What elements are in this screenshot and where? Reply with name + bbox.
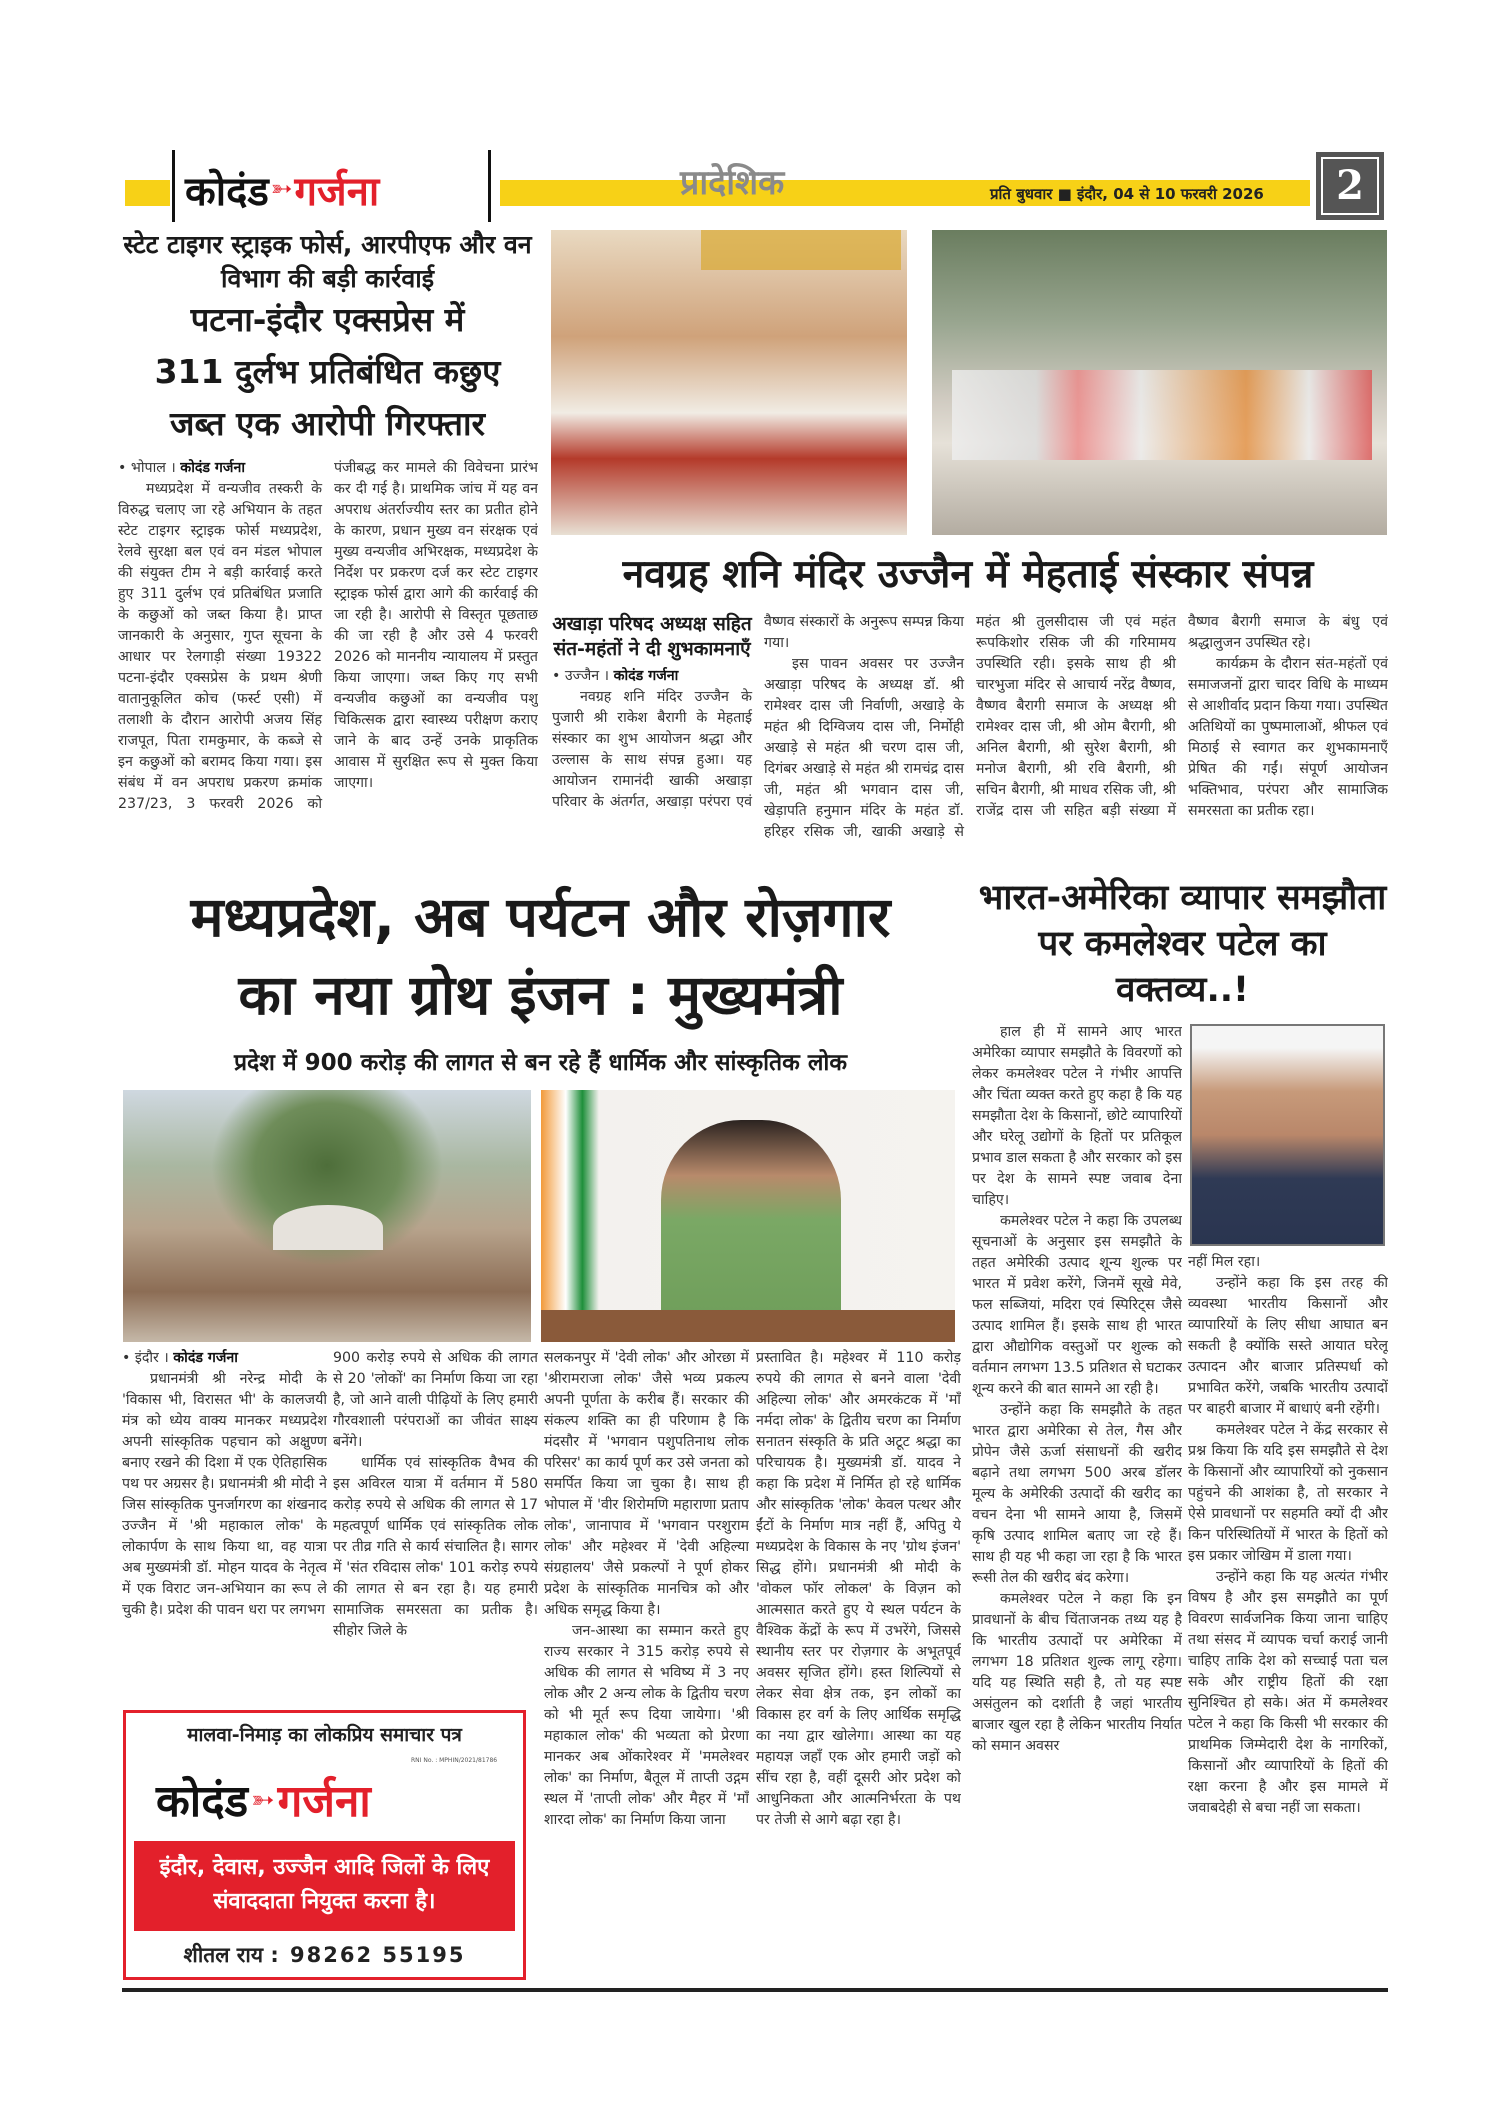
bow-arrow-icon: ➳: [270, 174, 293, 204]
article-paragraph: नवग्रह शनि मंदिर उज्जैन के पुजारी श्री राकेश बैरागी के मेहताई संस्कार का शुभ आयोजन श्रद्धा और उल्लास के साथ संपन्न हुआ। यह आयोजन रामानंदी खाकी अखाड़ा परिवार के अंतर्गत, अखाड़ा परंपरा एवं वैष्णव संस्कारों के अनुरूप सम्पन्न किया गया।: [552, 614, 964, 810]
photo-chief-minister: [541, 1090, 955, 1342]
article-paragraph: नहीं मिल रहा।: [1188, 1254, 1261, 1270]
divider: [172, 150, 175, 222]
main-col-1: [122, 1348, 327, 1706]
trade-col-2: [1188, 1252, 1388, 1984]
page-number-box: [1316, 152, 1384, 220]
ad-logo: [156, 1768, 496, 1830]
article-paragraph: उन्होंने कहा कि समझौते के तहत भारत द्वारा अमेरिका से तेल, गैस और प्रोपेन जैसे ऊर्जा संसाधनों की खरीद बढ़ाने तथा लगभग 500 अरब डॉलर मूल्य के अमेरिकी उत्पादों की खरीद का वचन देना भी सामने आया है, जिसमें कृषि उत्पाद शामिल बताए जा रहे हैं। साथ ही यह भी कहा जा रहा है कि भारत रूसी तेल की खरीद बंद करेगा।: [972, 1402, 1182, 1586]
article-paragraph: धार्मिक एवं सांस्कृतिक वैभव की इस अविरल यात्रा में वर्तमान में 580 करोड़ रुपये से अधिक की लागत से 17 महत्वपूर्ण धार्मिक एवं सांस्कृतिक लोक पर तीव्र गति से कार्य संचालित है। सागर में 'संत रविदास लोक' 101 करोड़ रुपये की लागत से बन रहा है। यह हमारी सामाजिक समरसता का प्रतीक है। सीहोर जिले के: [333, 1455, 538, 1639]
page-number: 2: [1321, 157, 1379, 215]
article-paragraph: 900 करोड़ रुपये से अधिक की लागत से 20 'लोकों' का निर्माण किया जा रहा है, जो आने वाली पीढ़ियों के लिए हमारी गौरवशाली परंपराओं का जीवंत साक्ष्य बनेंगे।: [333, 1350, 538, 1450]
trade-col-1: [972, 1022, 1182, 1984]
main-col-4: [756, 1348, 961, 1980]
divider: [488, 150, 491, 222]
masthead-logo[interactable]: [185, 160, 485, 218]
dome-in-rendering: [273, 1205, 383, 1250]
ad-contact: [126, 1941, 523, 1969]
photo-ceremony-garland: [551, 230, 907, 535]
article-paragraph: कार्यक्रम के दौरान संत-महंतों एवं समाजजनों द्वारा चादर विधि के माध्यम से आशीर्वाद प्रदान किया गया। उपस्थित अतिथियों का पुष्पमालाओं, श्रीफल एवं मिठाई से स्वागत कर शुभकामनाएँ प्रेषित की गईं। संपूर्ण आयोजन भक्तिभाव, परंपरा और सामाजिक समरसता का प्रतीक रहा।: [1188, 656, 1388, 819]
main-col-3: [544, 1348, 749, 1980]
masthead: [0, 0, 1500, 225]
main-col-2: [333, 1348, 538, 1706]
contact-phone[interactable]: : 98262 55195: [270, 1943, 466, 1967]
logo-text-red: गर्जना: [277, 1776, 371, 1827]
section-title: प्रादेशिक: [680, 163, 785, 203]
trade-headline: भारत-अमेरिका व्यापार समझौता पर कमलेश्वर पटेल का वक्तव्य..!: [978, 878, 1387, 1010]
dateline: • उज्जैन । कोदंड गर्जना: [552, 668, 679, 684]
bottom-rule: [122, 1988, 1388, 1992]
article-paragraph: प्रधानमंत्री श्री नरेन्द्र मोदी के 'विकास भी, विरासत भी' के कालजयी मंत्र को ध्येय वाक्य मानकर मध्यप्रदेश अपनी सांस्कृतिक पहचान को अक्षुण्ण बनाए रखने की दिशा में एक ऐतिहासिक पथ पर अग्रसर है। प्रधानमंत्री श्री मोदी ने जिस सांस्कृतिक पुनर्जागरण का शंखनाद उज्जैन में 'श्री महाकाल लोक' के लोकार्पण के साथ किया था, वह यात्रा अब मुख्यमंत्री डॉ. मोहन यादव के नेतृत्व में एक विराट जन-अभियान का रूप ले चुकी है। प्रदेश की पावन धरा पर लगभग: [122, 1371, 327, 1618]
article-paragraph: कमलेश्वर पटेल ने कहा कि उपलब्ध सूचनाओं के अनुसार इस समझौते के तहत अमेरिकी उत्पाद शून्य शुल्क पर भारत में प्रवेश करेंगे, जिनमें सूखे मेवे, फल सब्जियां, मदिरा एवं स्पिरिट्स जैसे उत्पाद शामिल हैं। इसके साथ ही भारत द्वारा औद्योगिक वस्तुओं पर शुल्क को वर्तमान लगभग 13.5 प्रतिशत से घटाकर शून्य करने की बात सामने आ रही है।: [972, 1213, 1182, 1397]
article-paragraph: सलकनपुर में 'देवी लोक' और ओरछा में 'श्रीरामराजा लोक' जैसे भव्य प्रकल्प अपनी पूर्णता के करीब हैं। सरकार की संकल्प शक्ति का ही परिणाम है कि मंदसौर में 'भगवान पशुपतिनाथ लोक परिसर' का कार्य पूर्ण कर उसे जनता को समर्पित किया जा चुका है। साथ ही भोपाल में 'वीर शिरोमणि महाराणा प्रताप लोक', जानापाव में 'भगवान परशुराम लोक' और महेश्वर में 'देवी अहिल्या संग्रहालय' जैसे प्रकल्पों ने पूर्ण होकर प्रदेश के सांस्कृतिक मानचित्र को और अधिक समृद्ध किया है।: [544, 1350, 749, 1618]
tiger-headline-2: 311 दुर्लभ प्रतिबंधित कछुए: [154, 352, 501, 391]
ad-rni: RNI No. : MPHIN/2021/81786: [411, 1757, 498, 1764]
main-subhead: प्रदेश में 900 करोड़ की लागत से बन रहे हैं धार्मिक और सांस्कृतिक लोक: [233, 1050, 848, 1076]
issue-info: प्रति बुधवार ■ इंदौर, 04 से 10 फरवरी 2026: [990, 185, 1264, 203]
photo-procession: [932, 230, 1387, 535]
photo-kamleshwar-patel: [1190, 1024, 1385, 1246]
tiger-headline-3: जब्त एक आरोपी गिरफ्तार: [170, 404, 485, 443]
article-paragraph: कमलेश्वर पटेल ने केंद्र सरकार से प्रश्न किया कि यदि इस समझौते से देश के किसानों और व्यापारियों को नुकसान पहुंचने की आशंका है, तो सरकार ने ऐसे प्रावधानों पर सहमति क्यों दी और किन परिस्थितियों में भारत के हितों को इस प्रकार जोखिम में डाला गया।: [1188, 1422, 1388, 1564]
article-paragraph: प्रस्तावित है। महेश्वर में 110 करोड़ रुपये की लागत से बनने वाला 'देवी अहिल्या लोक' और अमरकंटक में 'माँ नर्मदा लोक' के द्वितीय चरण का निर्माण सनातन संस्कृति के प्रति अटूट श्रद्धा का परिचायक है। मुख्यमंत्री डॉ. यादव ने कहा कि प्रदेश में निर्मित हो रहे धार्मिक और सांस्कृतिक 'लोक' केवल पत्थर और ईंटों के निर्माण मात्र नहीं हैं, अपितु ये मध्यप्रदेश के विकास के नए 'ग्रोथ इंजन' सिद्ध होंगे। प्रधानमंत्री श्री मोदी के 'वोकल फॉर लोकल' के विज़न को आत्मसात करते हुए ये स्थल पर्यटन के वैश्विक केंद्रों के रूप में उभरेंगे, जिससे स्थानीय स्तर पर रोज़गार के अभूतपूर्व अवसर सृजित होंगे। हस्त शिल्पियों से लेकर सेवा क्षेत्र तक, इन लोकों का विकास हर वर्ग के लिए आर्थिक समृद्धि का नया द्वार खोलेगा। आस्था का यह महायज्ञ जहाँ एक ओर हमारी जड़ों को सींच रहा है, वहीं दूसरी ओर प्रदेश को आधुनिकता और आत्मनिर्भरता के पथ पर तेजी से आगे बढ़ा रहा है।: [756, 1350, 961, 1828]
photo-lok-rendering: [123, 1090, 531, 1342]
article-paragraph: मध्यप्रदेश में वन्यजीव तस्करी के विरुद्ध चलाए जा रहे अभियान के तहत स्टेट टाइगर स्ट्राइक फोर्स मध्यप्रदेश, रेलवे सुरक्षा बल एवं वन मंडल भोपाल की संयुक्त टीम ने बड़ी कार्रवाई करते हुए 311 दुर्लभ एवं प्रतिबंधित प्रजाति के कछुओं को जब्त किया है। प्राप्त जानकारी के अनुसार, गुप्त सूचना के आधार पर रेलगाड़ी संख्या 19322 पटना-इंदौर एक्सप्रेस के प्रथम श्रेणी वातानुकूलित कोच (फर्स्ट एसी) में तलाशी के दौरान आरोपी अजय सिंह राजपूत, पिता रामकुमार, के कब्जे से इन कछुओं को बरामद किया गया। इस संबंध में वन अपराध प्रकरण क्रमांक 237/23, 3 फरवरी 2026 को पंजीबद्ध कर मामले की विवेचना प्रारंभ कर दी गई है। प्राथमिक जांच में यह वन अपराध अंतर्राज्यीय स्तर का प्रतीत होने के कारण, प्रधान मुख्य वन संरक्षक एवं मुख्य वन्यजीव अभिरक्षक, मध्यप्रदेश के निर्देश पर प्रकरण दर्ज कर स्टेट टाइगर स्ट्राइक फोर्स द्वारा आगे की कार्रवाई की जा रही है। आरोपी से विस्तृत पूछताछ की जा रही है और उसे 4 फरवरी 2026 को माननीय न्यायालय में प्रस्तुत किया जाएगा। जब्त किए गए सभी वन्यजीव कछुओं का वन्यजीव पशु चिकित्सक द्वारा स्वास्थ्य परीक्षण कराए जाने के बाद उन्हें उनके प्राकृतिक आवास में सुरक्षित रूप से मुक्त किया जाएगा।: [118, 460, 538, 812]
navagraha-headline: नवग्रह शनि मंदिर उज्जैन में मेहताई संस्कार संपन्न: [622, 552, 1314, 597]
advertisement-box[interactable]: [123, 1710, 526, 1980]
tiger-headline-1: पटना-इंदौर एक्सप्रेस में: [190, 300, 465, 339]
dateline: • भोपाल । कोदंड गर्जना: [118, 460, 245, 476]
banner-in-photo: [701, 230, 901, 270]
article-paragraph: हाल ही में सामने आए भारत अमेरिका व्यापार समझौते के विवरणों को लेकर कमलेश्वर पटेल ने गंभीर आपत्ति और चिंता व्यक्त करते हुए कहा है कि यह समझौता देश के किसानों, छोटे व्यापारियों और घरेलू उद्योगों के हितों पर प्रतिकूल प्रभाव डाल सकता है और सरकार को इस पर देश के सामने स्पष्ट जवाब देना चाहिए।: [972, 1024, 1182, 1208]
article-paragraph: उन्होंने कहा कि इस तरह की व्यवस्था भारतीय किसानों और व्यापारियों के लिए सीधा आघात बन सकती है क्योंकि सस्ते आयात घरेलू उत्पादन और बाजार प्रतिस्पर्धा को प्रभावित करेंगे, जबकि भारतीय उत्पादों पर बाहरी बाजार में बाधाएं बनी रहेंगी।: [1188, 1275, 1388, 1417]
bow-arrow-icon: ➳: [251, 1782, 275, 1816]
logo-text-red: गर्जना: [294, 168, 380, 215]
navagraha-body: [552, 612, 1388, 880]
contact-name: शीतल राय: [183, 1943, 263, 1967]
person-in-photo: [661, 1120, 841, 1342]
yellow-band-left: [125, 180, 170, 206]
logo-text-black: कोदंड: [156, 1776, 249, 1827]
ad-tagline: मालवा-निमाड़ का लोकप्रिय समाचार पत्र: [187, 1724, 462, 1746]
logo-text-black: कोदंड: [185, 168, 269, 215]
crowd-in-photo: [952, 370, 1372, 460]
article-paragraph: उन्होंने कहा कि यह अत्यंत गंभीर विषय है और इस समझौते का पूर्ण विवरण सार्वजनिक किया जाना चाहिए तथा संसद में व्यापक चर्चा कराई जानी चाहिए ताकि देश को सच्चाई पता चल सके और राष्ट्रीय हितों की रक्षा सुनिश्चित हो सके। अंत में कमलेश्वर पटेल ने कहा कि किसी भी सरकार की प्राथमिक जिम्मेदारी देश के नागरिकों, किसानों और व्यापारियों के हितों की रक्षा करना है और इस मामले में जवाबदेही से बचा नहीं जा सकता।: [1188, 1569, 1388, 1816]
article-paragraph: कमलेश्वर पटेल ने कहा कि इन प्रावधानों के बीच चिंताजनक तथ्य यह है कि भारतीय उत्पादों पर अमेरिका में लगभग 18 प्रतिशत शुल्क लागू रहेगा। यदि यह स्थिति सही है, तो यह स्पष्ट असंतुलन को दर्शाती है जहां भारतीय बाजार खुल रहा है लेकिन भारतीय निर्यात को समान अवसर: [972, 1591, 1182, 1754]
ad-notice: इंदौर, देवास, उज्जैन आदि जिलों के लिए संवाददाता नियुक्त करना है।: [134, 1841, 515, 1931]
desk-in-photo: [541, 1310, 955, 1342]
tiger-kicker: स्टेट टाइगर स्ट्राइक फोर्स, आरपीएफ और वन विभाग की बड़ी कार्रवाई: [123, 230, 532, 293]
main-headline-2: का नया ग्रोथ इंजन : मुख्यमंत्री: [238, 963, 843, 1027]
article-paragraph: इस पावन अवसर पर उज्जैन अखाड़ा परिषद के अध्यक्ष डॉ. श्री रामेश्वर दास जी निर्वाणी, अखाड़े के महंत श्री दिग्विजय दास जी, निर्मोही अखाड़े से महंत श्री चरण दास जी, दिगंबर अखाड़े से महंत श्री रामचंद्र दास जी, महंत श्री भगवान दास जी, खेड़ापति हनुमान मंदिर के महंत डॉ. हरिहर रसिक जी, खाकी अखाड़े से महंत श्री तुलसीदास जी एवं महंत रूपकिशोर रसिक जी की गरिमामय उपस्थिति रही। इसके साथ ही श्री चारभुजा मंदिर से आचार्य नरेंद्र वैष्णव, वैष्णव बैरागी समाज के अध्यक्ष श्री रामेश्वर दास जी, श्री ओम बैरागी, श्री अनिल बैरागी, श्री सुरेश बैरागी, श्री मनोज बैरागी, श्री रवि बैरागी, श्री सचिन बैरागी, श्री माधव रसिक जी, श्री राजेंद्र दास जी सहित बड़ी संख्या में वैष्णव बैरागी समाज के बंधु एवं श्रद्धालुजन उपस्थित रहे।: [764, 614, 1388, 840]
dateline: • इंदौर । कोदंड गर्जना: [122, 1350, 238, 1366]
tiger-body: [118, 458, 538, 878]
navagraha-subhead: अखाड़ा परिषद अध्यक्ष सहित संत-महंतों ने दी शुभकामनाएँ: [552, 613, 752, 660]
main-headline-1: मध्यप्रदेश, अब पर्यटन और रोज़गार: [190, 885, 891, 949]
article-paragraph: जन-आस्था का सम्मान करते हुए राज्य सरकार ने 315 करोड़ रुपये से अधिक की लागत से भविष्य में 3 नए लोक और 2 अन्य लोक के द्वितीय चरण को भी मूर्त रूप दिया जायेगा। 'श्री महाकाल लोक' की भव्यता को प्रेरणा मानकर अब ओंकारेश्वर में 'ममलेश्वर लोक' का निर्माण, बैतूल में ताप्ती उद्गम स्थल में 'ताप्ती लोक' और मैहर में 'माँ शारदा लोक' का निर्माण किया जाना: [544, 1623, 749, 1828]
